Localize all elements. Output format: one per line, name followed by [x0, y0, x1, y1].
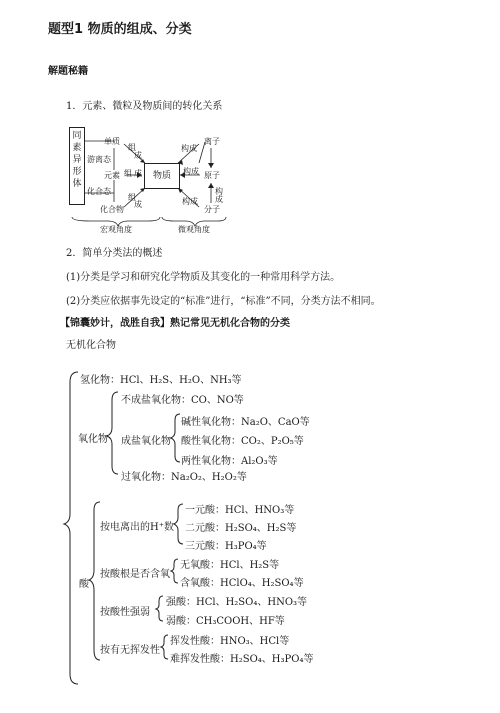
non-salt-oxide-item: 不成盐氧化物：CO、NO等	[121, 395, 244, 406]
item-1-heading: 1．元素、微粒及物质间的转化关系	[66, 101, 223, 112]
compose-label-4: 成	[134, 169, 142, 178]
amphoteric-oxide-item: 两性氧化物：Al₂O₃等	[181, 456, 278, 467]
oxygen-free-acid-item: 无氧酸：HCl、H₂S等	[180, 560, 280, 571]
simple-label: 单质	[104, 137, 120, 146]
compose-label-2: 成	[134, 151, 142, 160]
compose-label-1: 组	[128, 143, 136, 152]
acid-label: 酸	[79, 579, 89, 590]
oxide-label: 氧化物	[78, 434, 108, 445]
tip-heading: 【锦囊妙计，战胜自我】熟记常见无机化合物的分类	[60, 318, 290, 329]
salt-forming-oxide-label: 成盐氧化物	[121, 436, 171, 447]
acidic-oxide-item: 酸性氧化物：CO₂、P₂O₅等	[181, 436, 304, 447]
tri-acid-item: 三元酸：H₃PO₄等	[185, 541, 267, 552]
inorganic-heading: 无机化合物	[66, 340, 116, 351]
section-tips-heading: 解题秘籍	[48, 66, 88, 77]
construct-label-3: 构	[215, 187, 223, 196]
isotope-label: 同素异形体	[72, 131, 82, 189]
construct-label-1: 构成	[181, 144, 197, 153]
by-strength-label: 按酸性强弱	[100, 607, 150, 618]
paragraph-1: (1)分类是学习和研究化学物质及其变化的一种常用科学方法。	[66, 272, 341, 283]
item-2-heading: 2．简单分类法的概述	[66, 248, 163, 259]
compose-label-3: 组	[124, 169, 132, 178]
micro-label: 微观角度	[178, 225, 210, 234]
page-title: 题型1 物质的组成、分类	[48, 22, 192, 37]
volatile-acid-item: 挥发性酸：HNO₃、HCl等	[170, 636, 290, 647]
peroxide-item: 过氧化物：Na₂O₂、H₂O₂等	[121, 472, 247, 483]
construct-label-4: 成	[215, 195, 223, 204]
element-label: 元素	[104, 171, 120, 180]
construct-label-2: 构成	[183, 167, 199, 176]
nonvolatile-acid-item: 难挥发性酸：H₂SO₄、H₃PO₄等	[170, 654, 314, 665]
compose-label-5: 组	[128, 193, 136, 202]
construct-label-5: 构成	[182, 197, 198, 206]
by-oxygen-label: 按酸根是否含氧	[100, 569, 170, 580]
molecule-label: 分子	[204, 205, 220, 214]
combined-state-label: 化合态	[87, 187, 111, 196]
paragraph-2: (2)分类应依据事先设定的“标准”进行，“标准”不同，分类方法不相同。	[66, 296, 381, 307]
weak-acid-item: 弱酸：CH₃COOH、HF等	[166, 616, 285, 627]
atom-label: 原子	[204, 171, 220, 180]
di-acid-item: 二元酸：H₂SO₄、H₂S等	[185, 523, 297, 534]
hydride-item: 氢化物：HCl、H₂S、H₂O、NH₃等	[80, 375, 242, 386]
oxyacid-item: 含氧酸：HClO₄、H₂SO₄等	[180, 578, 304, 589]
substance-label: 物质	[152, 171, 171, 181]
compound-label: 化合物	[100, 205, 124, 214]
macro-label: 宏观角度	[100, 225, 132, 234]
by-h-count-label: 按电离出的H⁺数	[100, 522, 174, 533]
basic-oxide-item: 碱性氧化物：Na₂O、CaO等	[181, 417, 310, 428]
free-state-label: 游离态	[87, 155, 111, 164]
strong-acid-item: 强酸：HCl、H₂SO₄、HNO₃等	[166, 597, 308, 608]
compose-label-6: 成	[134, 200, 142, 209]
ion-label: 离子	[204, 137, 220, 146]
mono-acid-item: 一元酸：HCl、HNO₃等	[185, 505, 295, 516]
by-volatility-label: 按有无挥发性	[100, 645, 160, 656]
